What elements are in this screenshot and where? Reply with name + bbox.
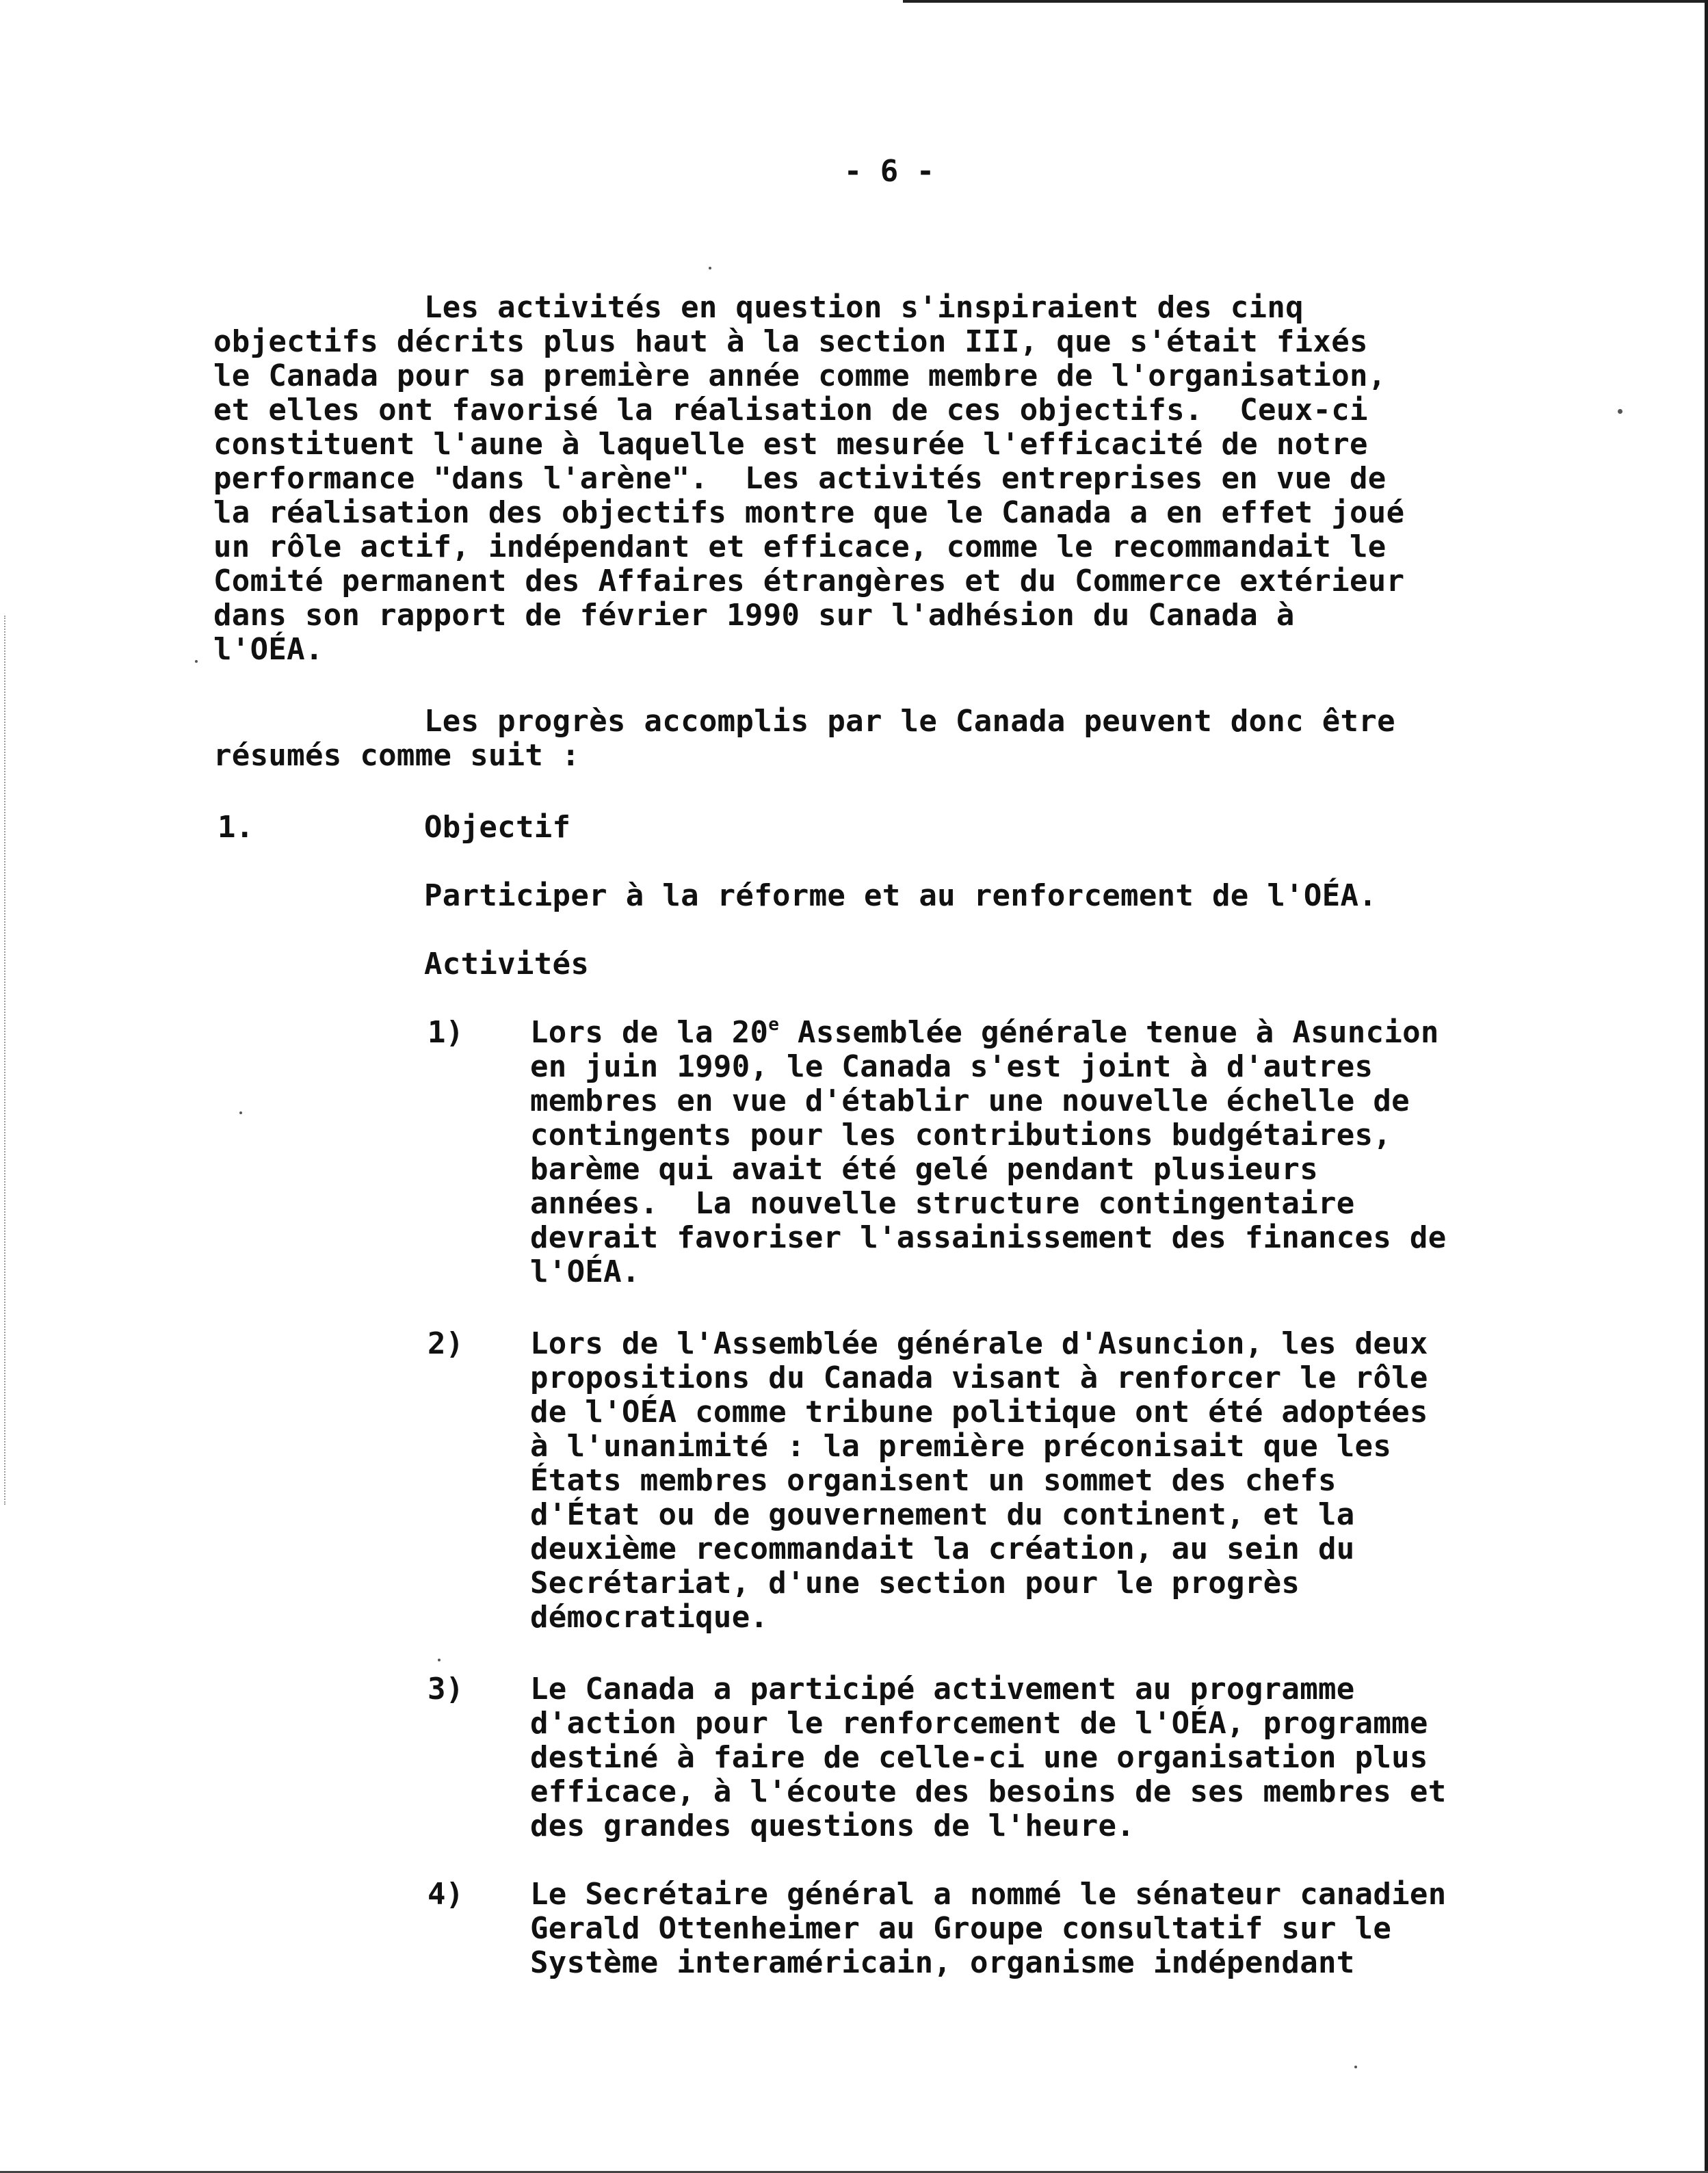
scan-speck (709, 267, 711, 269)
list-item-line: Lors de la 20e Assemblée générale tenue à Asuncion (530, 1014, 1439, 1050)
list-item-line: Le Secrétaire général a nommé le sénateur canadien (530, 1877, 1447, 1912)
list-item-label: 1) (428, 1015, 464, 1050)
list-item-line: efficace, à l'écoute des besoins de ses membres et (530, 1774, 1447, 1809)
list-item-line: barème qui avait été gelé pendant plusieurs (530, 1152, 1318, 1187)
objective-heading: Objectif (424, 810, 571, 845)
objective-number: 1. (218, 810, 254, 845)
list-item-line: l'OÉA. (530, 1254, 640, 1289)
list-item-label: 4) (428, 1877, 464, 1912)
list-item-line: des grandes questions de l'heure. (530, 1808, 1135, 1843)
scan-speck (1618, 409, 1622, 414)
activities-heading: Activités (424, 947, 590, 982)
scan-edge-top (903, 0, 1708, 3)
paragraph-line: performance "dans l'arène". Les activités entreprises en vue de (213, 461, 1387, 496)
list-item-line: membres en vue d'établir une nouvelle échelle de (530, 1083, 1410, 1118)
list-item-line: devrait favoriser l'assainissement des finances de (530, 1220, 1447, 1255)
list-item-label: 2) (428, 1326, 464, 1361)
objective-text: Participer à la réforme et au renforcement de l'OÉA. (424, 878, 1378, 913)
paragraph-line: objectifs décrits plus haut à la section III, que s'était fixés (213, 324, 1368, 359)
list-item-line: d'État ou de gouvernement du continent, et la (530, 1497, 1355, 1532)
paragraph-line: constituent l'aune à laquelle est mesurée l'efficacité de notre (213, 427, 1368, 462)
scan-edge-left (4, 616, 7, 1505)
list-item-label: 3) (428, 1672, 464, 1707)
list-item-line: deuxième recommandait la création, au sein du (530, 1531, 1355, 1566)
page-number: - 6 - (843, 154, 935, 189)
paragraph-line: Les progrès accomplis par le Canada peuvent donc être (424, 704, 1395, 739)
superscript: e (768, 1014, 780, 1035)
list-item-line: Système interaméricain, organisme indépendant (530, 1945, 1355, 1980)
paragraph-line: dans son rapport de février 1990 sur l'adhésion du Canada à (213, 598, 1295, 633)
paragraph-line: un rôle actif, indépendant et efficace, comme le recommandait le (213, 529, 1387, 564)
list-item-line: destiné à faire de celle-ci une organisation plus (530, 1740, 1428, 1775)
list-item-line: propositions du Canada visant à renforcer le rôle (530, 1360, 1428, 1395)
scan-speck (1354, 2066, 1357, 2068)
list-item-line: à l'unanimité : la première préconisait que les (530, 1429, 1392, 1464)
list-item-line: démocratique. (530, 1600, 769, 1635)
list-item-line: Lors de l'Assemblée générale d'Asuncion, les deux (530, 1326, 1428, 1361)
paragraph-line: l'OÉA. (213, 632, 324, 667)
paragraph-line: Les activités en question s'inspiraient des cinq (424, 290, 1304, 325)
list-item-line: Secrétariat, d'une section pour le progrès (530, 1566, 1300, 1601)
list-item-line: en juin 1990, le Canada s'est joint à d'autres (530, 1049, 1374, 1084)
list-item-line: contingents pour les contributions budgétaires, (530, 1118, 1392, 1153)
list-item-line: années. La nouvelle structure contingentaire (530, 1186, 1355, 1221)
list-item-line: Gerald Ottenheimer au Groupe consultatif sur le (530, 1911, 1392, 1946)
paragraph-line: la réalisation des objectifs montre que le Canada a en effet joué (213, 495, 1405, 530)
paragraph-line: résumés comme suit : (213, 738, 580, 773)
list-item-line: États membres organisent un sommet des chefs (530, 1463, 1337, 1498)
scan-speck (195, 660, 198, 663)
scan-speck (438, 1659, 441, 1661)
scan-speck (239, 1111, 242, 1114)
list-item-line: de l'OÉA comme tribune politique ont été adoptées (530, 1395, 1428, 1430)
paragraph-line: le Canada pour sa première année comme membre de l'organisation, (213, 358, 1387, 393)
list-item-line: d'action pour le renforcement de l'OÉA, programme (530, 1706, 1428, 1741)
paragraph-line: Comité permanent des Affaires étrangères et du Commerce extérieur (213, 564, 1405, 598)
scan-edge-right (1705, 0, 1708, 2173)
list-item-line: Le Canada a participé activement au programme (530, 1672, 1355, 1707)
paragraph-line: et elles ont favorisé la réalisation de ces objectifs. Ceux-ci (213, 393, 1368, 427)
